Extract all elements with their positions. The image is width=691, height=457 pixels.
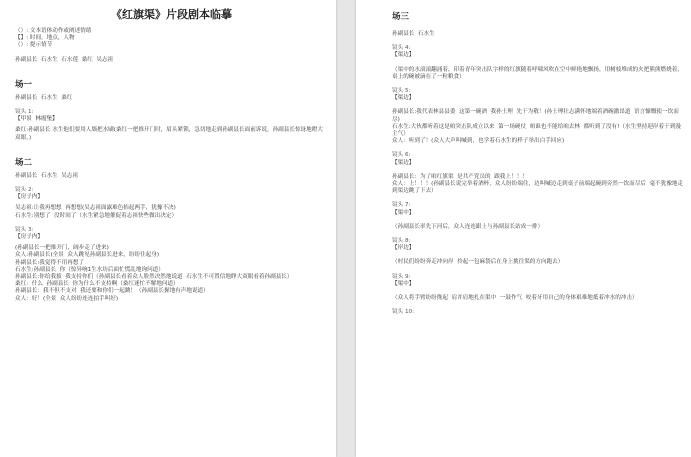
document-page-right — [356, 0, 691, 457]
shot-location: 【房子内】 — [15, 194, 43, 201]
shot-text: （渠中的水滚滚翻涌着，印着青年突击队字样的红旗随着呼啸风吹在空中鲜艳地飘扬，用树枝堆成的火把熊熊燃烧着，桌上的碗被滴在了一粒粮食） — [392, 66, 683, 80]
shot-text: 孙副县长:我代表林县县委 这第一碗酒 我孙士理 先干为敬！(孙士理壮志满怀地端着酒碗激昂道 语言慷慨使一饮而尽) 石水生:大伙都听着这是咱突击队成立以来 第一场硬仗 咱谁也不能给咱去林 都听到了没有!（水生坚持迎岸着干到漫主气） 众人：听到了！(众人大声叫喊到，也学着石水生的样子举出白手回应) — [392, 109, 681, 145]
shot-label: 镜头 8: — [392, 238, 411, 245]
shot-label: 镜头 5: — [392, 88, 411, 95]
shot-location: 【渠边】 — [392, 159, 415, 166]
scene-cast: 孙副县长 石水生 — [392, 31, 435, 37]
scene-cast: 孙副县长 石水生 桑红 — [15, 94, 73, 101]
shot-text: （孙副县长率先下河后，众人连连跟上与孙副县长站成一排） — [392, 223, 544, 230]
legend-line: （）: 提示情节 — [15, 42, 53, 49]
cast-line: 孙副县长 石水生 石水莲 桑红 吴志祖 — [15, 56, 114, 63]
shot-label: 镜头 2: — [15, 187, 34, 194]
shot-location: 【渠边】 — [392, 52, 415, 59]
shot-label: 镜头 7: — [392, 202, 411, 209]
scene-heading: 场三 — [392, 12, 410, 22]
shot-location: 【房子内】 — [15, 234, 43, 241]
shot-location: 【甲景 林霞堡】 — [15, 116, 58, 123]
shot-text: （村民们纷纷奔走冲向岸 拎起一包麻袋后在身上挑往渠的方向跑去） — [392, 259, 564, 266]
shot-label: 镜头 6: — [392, 152, 411, 159]
shot-text: 桑红:孙副县长 水生他们要用人墙把水刷(桑红一把推开门时，眉头紧锁，急切地走到孙副县长面前诉说，孙副县长惊讶地瞪大双眼。) — [15, 127, 323, 141]
shot-text: 吴志祖:让我再想想 再想想(吴志祖面露难色抬起两手，犹豫不决) 石水生:别想了 没时间了（水生紧急地催促着志祖快些做出决定） — [15, 205, 178, 219]
scene-heading: 场二 — [15, 157, 33, 168]
scene-heading: 场一 — [15, 79, 33, 90]
legend-line: 【】: 时间，地点，人物 — [15, 35, 75, 42]
shot-location: 【渠边】 — [392, 95, 415, 102]
shot-text: 孙副县长：为了咱红旗渠 是共产党员的 跟我上！！！ 众人：上！！！(孙副县长说完举着酒杯，众人纷纷端住，边叫喊边走到桌子前端起碗到旁然一饮而尽后 毫不犹豫地走到渠边跳了下去） — [392, 173, 684, 195]
shot-location: 【岸边】 — [392, 245, 415, 252]
shot-label: 镜头 3: — [15, 226, 34, 233]
shot-label: 镜头 9: — [392, 273, 411, 280]
shot-label: 镜头 10: — [392, 309, 414, 316]
shot-text: (孙副县长一把推开门，阔步走了进来) 众人:孙副县长(全景 众人跳见孙副县长进来，纷纷往起身) 孙副县长:我觉得不用再想了 石水生:孙副县长 你（惊异响1生水坊后面忙慌乱地询问道） 孙副县长:你给我拔 我支持你们（孙副县长看着众人脸然决然地说道 石水生不可置信地睁大双眼看着孙副县长） 桑红：什么 孙副县长 你为什么不支持啊（桑红迷忙不解地问道） 孙副县长：我不但不支对 我还要和你们一起跳！（孙副县长握地有声地说道） 众人：好！(全景 众人纷纷连连拍手叫好) — [15, 245, 293, 302]
legend-line: （）: 文本语体动作或阐述情绪 — [15, 28, 92, 34]
shot-text: （众人将手臂纷纷挽起 肩并肩地扎在渠中 一鼓作气 咬着牙用自己的身体艰难地抵着冲水的冲击） — [392, 295, 638, 302]
document-title: 《红旗渠》片段剧本临摹 — [111, 8, 232, 21]
shot-location: 【渠中】 — [392, 209, 415, 216]
document-page-left — [0, 0, 336, 457]
shot-label: 镜头 4: — [392, 45, 411, 52]
shot-location: 【渠中】 — [392, 280, 415, 287]
shot-label: 镜头 1: — [15, 109, 34, 116]
scene-cast: 孙副县长 石水生 吴志祖 — [15, 172, 79, 179]
